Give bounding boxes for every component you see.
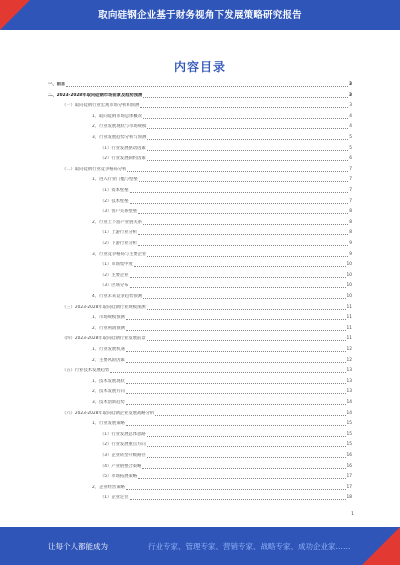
toc-entry-page: 10 — [346, 283, 352, 289]
toc-leader-dots — [138, 477, 345, 479]
toc-entry-page: 12 — [346, 347, 352, 352]
toc-entry-page: 8 — [349, 230, 352, 236]
toc-entry[interactable] — [92, 315, 352, 321]
toc-entry-label: （2）行业发展制约因素 — [100, 156, 146, 162]
toc-entry-page: 11 — [346, 325, 352, 331]
toc-entry-label: （1）行业发展驱动因素 — [100, 145, 146, 151]
toc-entry-page: 7 — [349, 177, 352, 183]
toc-leader-dots — [66, 85, 348, 87]
toc-entry-label: （3）企业转型升级路径 — [100, 453, 146, 458]
toc-entry-label: 4、行业未来竞争趋势预测 — [92, 294, 142, 299]
toc-leader-dots — [147, 159, 349, 161]
toc-entry-page: 16 — [346, 463, 352, 469]
toc-entry-page: 12 — [346, 357, 352, 363]
page-number: 1 — [351, 512, 354, 517]
toc-entry-page: 7 — [349, 198, 352, 204]
toc-entry[interactable] — [92, 358, 352, 364]
toc-entry[interactable] — [92, 114, 352, 120]
toc-entry-label: （3）客户关系壁垒 — [100, 209, 138, 215]
toc-entry-page: 11 — [346, 336, 352, 342]
toc-leader-dots — [138, 212, 348, 214]
toc-entry[interactable] — [62, 411, 352, 417]
toc-entry[interactable] — [100, 146, 352, 152]
toc-leader-dots — [126, 403, 346, 405]
toc-entry-label: （1）企业定位 — [100, 495, 129, 501]
toc-leader-dots — [130, 191, 349, 193]
toc-entry-page: 11 — [346, 304, 352, 310]
toc-entry-page: 17 — [346, 474, 352, 480]
toc-entry-page: 14 — [346, 410, 352, 416]
footer-red-corner — [362, 527, 400, 565]
toc-entry-page: 13 — [346, 368, 352, 374]
toc-entry[interactable] — [100, 273, 352, 279]
toc-entry-page: 8 — [349, 219, 352, 225]
toc-entry-label: 1、取向硅钢市场总体概况 — [92, 113, 142, 119]
toc-entry-label: （1）资本壁垒 — [100, 188, 129, 193]
toc-entry[interactable] — [100, 188, 352, 194]
toc-entry[interactable] — [62, 167, 352, 173]
toc-entry-page: 3 — [349, 103, 352, 109]
toc-entry[interactable] — [100, 432, 352, 438]
toc-entry-label: 1、进入行业门槛与壁垒 — [92, 177, 138, 183]
toc-leader-dots — [130, 276, 346, 278]
toc-entry-page: 10 — [346, 272, 352, 278]
toc-entry-page: 18 — [346, 495, 352, 501]
toc-entry-label: 3、技术创新趋势 — [92, 400, 125, 405]
toc-leader-dots — [147, 127, 348, 129]
toc-entry-page: 5 — [349, 135, 352, 140]
toc-entry-label: 1、技术发展现状 — [92, 378, 125, 384]
toc-entry[interactable] — [92, 124, 352, 130]
toc-entry-label: （2）主要企业 — [100, 272, 129, 278]
toc-entry-page: 14 — [346, 400, 352, 405]
toc-entry-page: 6 — [349, 156, 352, 162]
toc-entry-page: 10 — [346, 262, 352, 268]
toc-leader-dots — [139, 180, 349, 182]
toc-entry-label: （2）下游行业分析 — [100, 241, 138, 246]
toc-entry[interactable] — [62, 305, 352, 311]
toc-entry-label: （六）2023-2028年取向硅钢企业发展战略分析 — [62, 410, 155, 416]
toc-leader-dots — [110, 371, 345, 373]
toc-entry-page: 3 — [349, 92, 352, 98]
toc-entry[interactable] — [62, 103, 352, 109]
toc-entry[interactable] — [100, 474, 352, 480]
toc-entry-label: （五）行业技术发展趋势 — [62, 368, 110, 374]
toc-entry-label: 二、2023-2028年取向硅钢市场前景及趋势预测 — [48, 92, 143, 98]
toc-entry-label: 1、市场规模预测 — [92, 315, 125, 321]
toc-entry-page: 3 — [349, 82, 352, 87]
toc-leader-dots — [138, 244, 348, 246]
toc-entry[interactable] — [92, 294, 352, 300]
toc-entry-page: 9 — [349, 251, 352, 257]
toc-entry-label: （4）产业链整合策略 — [100, 463, 142, 469]
toc-entry-page: 4 — [349, 113, 352, 119]
toc-entry-page: 17 — [346, 484, 352, 490]
toc-entry-label: 2、企业经营策略 — [92, 484, 125, 490]
toc-entry-page: 4 — [349, 124, 352, 130]
toc-entry-page: 10 — [346, 294, 352, 299]
toc-entry[interactable] — [48, 82, 352, 88]
toc-leader-dots — [126, 392, 346, 394]
toc-leader-dots — [147, 308, 346, 310]
toc-entry[interactable] — [92, 389, 352, 395]
toc-entry[interactable] — [92, 326, 352, 332]
toc-leader-dots — [126, 382, 346, 384]
toc-entry-label: 2、主要风险因素 — [92, 357, 125, 363]
toc-entry-label: 2、行业上下游产业链关系 — [92, 219, 142, 225]
toc-entry-label: （1）上游行业分析 — [100, 230, 138, 236]
toc-leader-dots — [147, 456, 346, 458]
toc-leader-dots — [126, 424, 346, 426]
toc-entry[interactable] — [100, 283, 352, 289]
toc-leader-dots — [142, 467, 345, 469]
footer-slogan: 让每个人都能成为 — [48, 542, 108, 551]
toc-entry-label: （5）市场拓展策略 — [100, 474, 138, 480]
toc-entry-label: 3、行业发展趋势分析与预测 — [92, 135, 147, 140]
toc-entry-page: 16 — [346, 453, 352, 458]
toc-heading: 内容目录 — [173, 60, 226, 74]
toc-entry-page: 11 — [346, 315, 352, 321]
toc-leader-dots — [126, 488, 346, 490]
toc-entry-page: 13 — [346, 378, 352, 384]
toc-leader-dots — [143, 297, 346, 299]
toc-entry-label: （三）2023-2028年取向硅钢行业规模预测 — [62, 304, 146, 310]
toc-entry[interactable] — [100, 156, 352, 162]
toc-entry[interactable] — [92, 135, 352, 141]
toc-entry[interactable] — [92, 485, 352, 491]
toc-leader-dots — [127, 170, 348, 172]
toc-entry[interactable] — [62, 336, 352, 342]
toc-entry[interactable] — [92, 252, 352, 258]
toc-leader-dots — [126, 329, 346, 331]
toc-leader-dots — [143, 96, 348, 98]
toc-leader-dots — [147, 255, 348, 257]
toc-leader-dots — [134, 265, 346, 267]
toc-entry[interactable] — [92, 379, 352, 385]
toc-entry-page: 7 — [349, 166, 352, 172]
toc-entry-page: 15 — [346, 431, 352, 437]
toc-entry[interactable] — [92, 177, 352, 183]
toc-leader-dots — [147, 435, 346, 437]
footer-tagline: 行业专家、管理专家、营销专家、战略专家、成功企业家…… — [148, 542, 351, 551]
toc-entry[interactable] — [100, 442, 352, 448]
toc-entry-label: 2、行业利润预测 — [92, 325, 125, 331]
toc-entry-page: 13 — [346, 389, 352, 395]
toc-entry-label: 1、行业发展机遇 — [92, 347, 125, 352]
toc-entry-page: 8 — [349, 209, 352, 215]
toc-leader-dots — [138, 233, 348, 235]
toc-entry-page: 5 — [349, 145, 352, 151]
toc-leader-dots — [140, 106, 348, 108]
toc-entry[interactable] — [100, 495, 352, 501]
toc-entry[interactable] — [92, 421, 352, 427]
report-title: 取向硅钢企业基于财务视角下发展策略研究报告 — [98, 10, 302, 21]
toc-entry-label: （2）行业发展重点方向 — [100, 442, 146, 448]
toc-entry-page: 15 — [346, 442, 352, 448]
toc-entry-label: （3）区域分布 — [100, 283, 129, 289]
toc-leader-dots — [155, 414, 345, 416]
toc-leader-dots — [126, 350, 346, 352]
toc-leader-dots — [130, 498, 346, 500]
toc-leader-dots — [126, 361, 346, 363]
toc-leader-dots — [147, 149, 349, 151]
toc-entry-label: 一、前言 — [48, 82, 66, 87]
toc-entry-page: 7 — [349, 188, 352, 193]
toc-entry[interactable] — [92, 347, 352, 353]
toc-entry-label: （四）2023-2028年取向硅钢行业发展前景 — [62, 336, 146, 342]
toc-leader-dots — [143, 117, 348, 119]
toc-leader-dots — [147, 138, 348, 140]
toc-entry[interactable] — [100, 464, 352, 470]
toc-entry-label: 2、行业发展现状与市场规模 — [92, 124, 147, 130]
toc-entry-page: 15 — [346, 421, 352, 427]
toc-entry[interactable] — [100, 199, 352, 205]
toc-entry[interactable] — [48, 93, 352, 99]
toc-entry-label: （一）取向硅钢行业宏观市场分析和预测 — [62, 103, 140, 109]
toc-leader-dots — [147, 445, 346, 447]
toc-leader-dots — [147, 339, 346, 341]
toc-leader-dots — [130, 202, 349, 204]
toc-entry-label: 2、技术发展方向 — [92, 389, 125, 395]
toc-leader-dots — [130, 286, 346, 288]
toc-entry[interactable] — [62, 368, 352, 374]
table-of-contents — [0, 82, 400, 520]
toc-entry-label: （2）技术壁垒 — [100, 198, 129, 204]
toc-entry-label: （二）取向硅钢行业竞争格局分析 — [62, 166, 127, 172]
toc-entry-label: （1）行业发展总体思路 — [100, 431, 146, 437]
toc-entry[interactable] — [100, 241, 352, 247]
toc-leader-dots — [126, 318, 346, 320]
toc-entry[interactable] — [100, 262, 352, 268]
toc-entry-page: 9 — [349, 241, 352, 246]
toc-entry-label: 1、行业发展策略 — [92, 421, 125, 427]
toc-entry[interactable] — [100, 230, 352, 236]
toc-leader-dots — [143, 223, 348, 225]
toc-entry[interactable] — [100, 209, 352, 215]
toc-entry[interactable] — [92, 400, 352, 406]
toc-entry[interactable] — [100, 453, 352, 459]
toc-entry-label: 3、行业竞争格局与主要企业 — [92, 251, 147, 257]
toc-entry[interactable] — [92, 220, 352, 226]
toc-entry-label: （1）市场集中度 — [100, 262, 133, 268]
